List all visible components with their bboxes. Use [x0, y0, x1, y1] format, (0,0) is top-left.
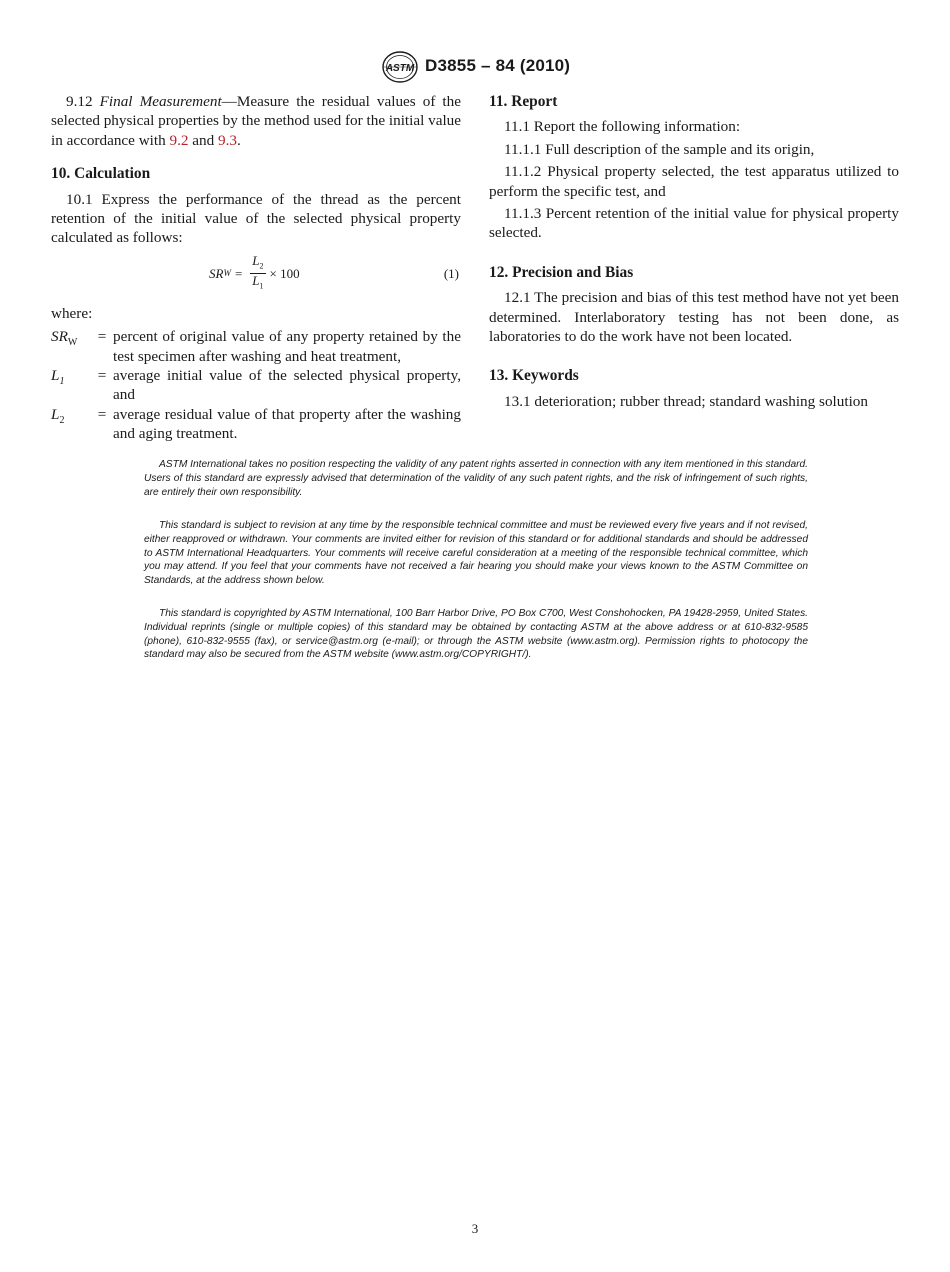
page-header — [0, 50, 950, 86]
conjunction: and — [192, 131, 215, 149]
paragraph-9-12 — [51, 92, 461, 150]
definition-equals: = — [97, 367, 107, 385]
copyright-notice — [144, 607, 808, 662]
eq-num-var: L — [252, 252, 260, 268]
definition-text: average initial value of the selected physical property, and — [113, 367, 461, 404]
notice-text: This standard is copyrighted by ASTM International, 100 Barr Harbor Drive, PO Box C700, West Conshohocken, PA 19428-2959, United States. Individual reprints (single or multiple copies) of this standard may be obtained by contacting ASTM at the above address or at 610-832-9585 (phone), 610-832-9555 (fax), or service@astm.org (e-mail); or through the ASTM website (www.astm.org). Permission rights to photocopy the standard may also be secured from the ASTM website (www.astm.org/COPYRIGHT/). — [144, 608, 808, 661]
eq-lhs-sub: W — [223, 268, 231, 279]
section-link-9-2[interactable]: 9.2 — [169, 131, 189, 149]
def-symbol-sub: 2 — [59, 414, 65, 426]
definition-equals: = — [97, 405, 107, 423]
document-designation: D3855 – 84 (2010) — [425, 56, 571, 75]
def-symbol-var: L — [51, 405, 60, 423]
paragraph-11-1-3: 11.1.3 Percent retention of the initial value for physical property selected. — [489, 205, 899, 242]
astm-logo-icon — [380, 50, 420, 84]
eq-den-sub: 1 — [259, 281, 264, 291]
eq-denominator — [250, 274, 265, 294]
def-symbol-sub: W — [67, 337, 78, 349]
definition-text: average residual value of that property after the washing and aging treatment. — [113, 405, 461, 443]
eq-times: × 100 — [269, 266, 300, 282]
equation-body — [209, 254, 300, 294]
paragraph-text: —Measure the residual values of the selected physical properties by the method used for the initial value in accordance with — [51, 93, 461, 149]
left-column — [51, 92, 461, 444]
period: . — [237, 131, 241, 149]
section-link-9-3[interactable]: 9.3 — [218, 131, 237, 149]
definition-equals: = — [97, 328, 107, 346]
paragraph-11-1-2: 11.1.2 Physical property selected, the test apparatus utilized to perform the specific test, and — [489, 163, 899, 200]
page-number: 3 — [471, 1221, 479, 1236]
paragraph-11-1-1: 11.1.1 Full description of the sample and its origin, — [504, 140, 815, 158]
paragraph-10-1: 10.1 Express the performance of the thread as the percent retention of the initial value of the selected physical property calculated as follows: — [51, 190, 461, 247]
where-label: where: — [51, 304, 93, 322]
definition-row — [51, 327, 461, 366]
definition-text: percent of original value of any property retained by the test specimen after washing and heat treatment, — [113, 328, 461, 365]
paragraph-title: Final Measurement — [99, 93, 222, 110]
equation-1 — [51, 254, 461, 294]
eq-lhs: SR — [209, 266, 224, 282]
notice-text: ASTM International takes no position respecting the validity of any patent rights asserted in connection with any item mentioned in this standard. Users of this standard are expressly advised that determination of the validity of any such patent rights, and the risk of infringement of such rights, are entirely their own responsibility. — [144, 459, 808, 498]
notice-text: This standard is subject to revision at any time by the responsible technical committee and must be reviewed every five years and if not revised, either reapproved or withdrawn. Your comments are invited either for revision of this standard or for additional standards and should be addressed to ASTM International Headquarters. Your comments will receive careful consideration at a meeting of the responsible technical committee, which you may attend. If you feel that your comments have not received a fair hearing you should make your views known to the ASTM Committee on Standards, at the address shown below. — [144, 520, 808, 587]
right-column — [489, 92, 899, 415]
def-symbol-var: L — [51, 367, 60, 385]
section-heading-calculation: 10. Calculation — [51, 165, 151, 183]
section-heading-report: 11. Report — [489, 93, 558, 110]
section-heading-keywords: 13. Keywords — [489, 367, 579, 385]
equation-number: (1) — [443, 265, 459, 281]
paragraph-12-1: 12.1 The precision and bias of this test method have not yet been determined. Interlaboratory testing has not been done, as laboratories to do the work have not been located. — [489, 289, 899, 346]
revision-notice — [144, 519, 808, 588]
paragraph-11-1: 11.1 Report the following information: — [504, 118, 741, 136]
def-symbol-var: SR — [51, 328, 68, 346]
paragraph-number: 9.12 — [66, 93, 93, 110]
definition-symbol — [51, 327, 91, 352]
eq-den-var: L — [252, 273, 260, 289]
eq-num-sub: 2 — [259, 261, 264, 271]
definition-row — [51, 366, 461, 405]
eq-equals: = — [234, 266, 243, 282]
def-symbol-sub: 1 — [59, 376, 65, 388]
paragraph-13-1: 13.1 deterioration; rubber thread; standard washing solution — [504, 392, 868, 410]
definition-symbol — [51, 366, 91, 391]
definition-row — [51, 405, 461, 444]
section-heading-precision-bias: 12. Precision and Bias — [489, 263, 634, 281]
definition-symbol — [51, 405, 91, 430]
logo-text: ASTM — [385, 63, 415, 74]
patent-notice — [144, 458, 808, 499]
eq-fraction — [250, 254, 265, 294]
eq-numerator — [250, 254, 265, 275]
